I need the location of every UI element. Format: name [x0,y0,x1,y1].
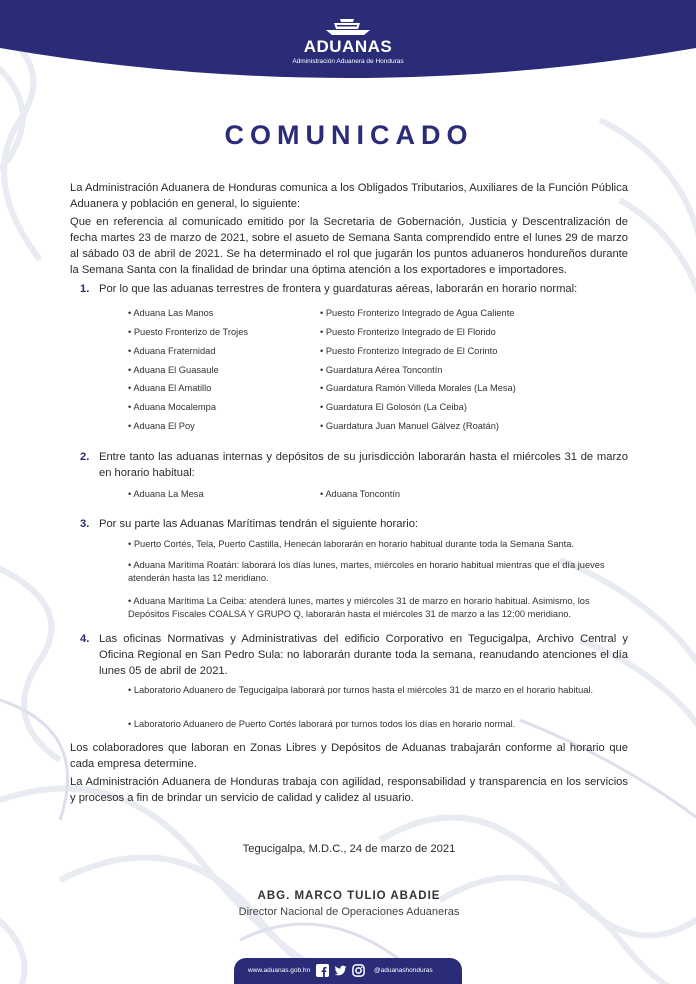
list-item: • Guardatura Ramón Villeda Morales (La Mesa) [320,383,516,393]
list-item: • Aduana Toncontín [320,489,401,499]
list-item: • Laboratorio Aduanero de Tegucigalpa laborará por turnos hasta el miércoles 31 de marzo en el horario habitual. [128,685,594,695]
instagram-icon[interactable] [352,964,365,977]
list-item: • Puerto Cortés, Tela, Puerto Castilla, Henecán laborarán en horario habitual durante toda la Semana Santa. [128,539,574,549]
twitter-icon[interactable] [334,964,347,977]
list-item: • Aduana Fraternidad [128,346,216,356]
social-handle[interactable]: @aduanashonduras [374,967,433,974]
list-item: • Aduana El Poy [128,421,195,431]
list-item: • Laboratorio Aduanero de Puerto Cortés laborará por turnos todos los días en horario normal. [128,719,516,729]
item-text: Entre tanto las aduanas internas y depósitos de su jurisdicción laborarán hasta el miércoles 31 de marzo en horario habitual: [99,451,628,479]
list-item: • Guardatura El Golosón (La Ceiba) [320,402,467,412]
list-item: • Aduana Las Manos [128,308,214,318]
item-text: Por su parte las Aduanas Marítimas tendrán el siguiente horario: [99,518,419,530]
website-link[interactable]: www.aduanas.gob.hn [248,967,311,974]
list-item: • Puesto Fronterizo Integrado de El Florido [320,327,496,337]
list-item: • Puesto Fronterizo Integrado de Agua Caliente [320,308,515,318]
item-number: 2. [80,451,90,463]
list-item: • Guardatura Juan Manuel Gálvez (Roatán) [320,421,499,431]
list-item: • Guardatura Aérea Toncontín [320,365,443,375]
list-item: • Aduana Mocalempa [128,402,217,412]
signer-title: Director Nacional de Operaciones Aduaneras [238,906,460,918]
list-item: • Aduana Marítima Roatán: laborará los días lunes, martes, miércoles en horario habitual mientras que el día jueves atenderán hasta las 12 meridiano. [128,560,605,583]
list-item: • Aduana El Guasaule [128,365,219,375]
context-paragraph: Que en referencia al comunicado emitido por la Secretaria de Gobernación, Justicia y Descentralización de fecha martes 23 de marzo de 2021, sobre el asueto de Semana Santa comprendido entre el lunes 29 de marzo al sábado 03 de abril de 2021. Se ha determinado el rol que jugarán los puntos aduaneros hondureños durante la Semana Santa con la finalidad de brindar una óptima atención a los exportadores e importadores. [70,216,628,276]
list-item: • Aduana La Mesa [128,489,204,499]
brand-logo [0,18,696,65]
footer-bar [234,958,462,984]
item-text: Las oficinas Normativas y Administrativas del edificio Corporativo en Tegucigalpa, Archivo Central y Oficina Regional en San Pedro Sula: no laborarán durante toda la semana, reanudando atenciones el día lunes 05 de abril de 2021. [99,633,628,677]
intro-paragraph: La Administración Aduanera de Honduras comunica a los Obligados Tributarios, Auxiliares de la Función Pública Aduanera y población en general, lo siguiente: [70,182,628,210]
page-title: COMUNICADO [224,120,474,150]
item-number: 1. [80,283,90,295]
item-number: 3. [80,518,90,530]
item-number: 4. [80,633,90,645]
item-text: Por lo que las aduanas terrestres de frontera y guardaturas aéreas, laborarán en horario normal: [99,283,578,295]
closing-paragraph: Los colaboradores que laboran en Zonas Libres y Depósitos de Aduanas trabajarán conforme al horario que cada empresa determine. [70,742,628,770]
brand-title: ADUANAS [303,37,393,56]
ship-logo-icon [322,18,374,36]
place-date: Tegucigalpa, M.D.C., 24 de marzo de 2021 [242,843,456,855]
closing-paragraph: La Administración Aduanera de Honduras trabaja con agilidad, responsabilidad y transparencia en los servicios y procesos a fin de brindar un servicio de calidad y calidez al usuario. [70,776,628,804]
signer-name: ABG. MARCO TULIO ABADIE [257,890,441,902]
list-item: • Aduana El Amatillo [128,383,212,393]
list-item: • Puesto Fronterizo Integrado de El Corinto [320,346,498,356]
list-item: • Puesto Fronterizo de Trojes [128,327,249,337]
brand-subtitle: Administración Aduanera de Honduras [292,58,404,65]
facebook-icon[interactable] [316,964,329,977]
list-item: • Aduana Marítima La Ceiba: atenderá lunes, martes y miércoles 31 de marzo en horario habitual. Asimismo, los Depósitos Fiscales COALSA Y GRUPO Q, laborarán hasta el miércoles 31 de marzo a las 12:00 meridiano. [128,596,590,619]
